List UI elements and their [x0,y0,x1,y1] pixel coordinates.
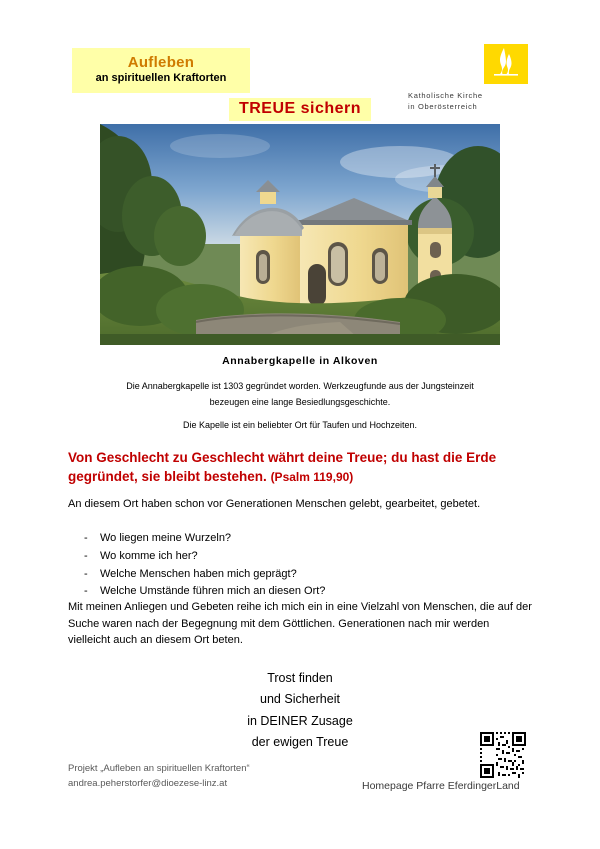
psalm-quote-text: Von Geschlecht zu Geschlecht währt deine Treue; du hast die Erde gegründet, sie bleibt bestehen. [68,450,497,485]
footer-homepage[interactable]: Homepage Pfarre EferdingerLand [362,780,520,792]
project-logo-subtitle: an spirituellen Kraftorten [95,72,227,85]
list-item [68,566,528,584]
psalm-quote [68,448,532,486]
qr-code[interactable] [478,730,528,780]
closing-line-1: Trost finden [267,671,333,685]
footer-project-name: Projekt „Aufleben an spirituellen Kraftorten“ [68,763,250,774]
reflection-questions-list [68,530,528,601]
intro-line-2: bezeugen eine lange Besiedlungsgeschichte. [209,396,391,407]
list-item-label: Welche Umstände führen mich an diesen Ort? [100,585,326,598]
list-marker: - [84,567,88,580]
list-marker: - [84,549,88,562]
annabergkapelle-photo [100,124,500,345]
intro-line-1: Die Annabergkapelle ist 1303 gegründet worden. Werkzeugfunde aus der Jungsteinzeit [126,381,474,391]
intro-line-3: Die Kapelle ist ein beliebter Ort für Taufen und Hochzeiten. [183,420,417,430]
closing-line-3: in DEINER Zusage [247,713,353,728]
list-item [68,530,528,548]
photo-caption: Annabergkapelle in Alkoven [222,355,378,367]
paragraph-2: Mit meinen Anliegen und Gebeten reihe ich mich ein in eine Vielzahl von Menschen, die auf der Suche waren nach der Begegnung mit dem Göttlichen. Generationen nach mir werden vielleicht auch an diesem Ort beten. [68,601,532,646]
list-item-label: Welche Menschen haben mich geprägt? [100,567,297,580]
closing-line-4: der ewigen Treue [251,734,349,749]
paragraph-1: An diesem Ort haben schon vor Generationen Menschen gelebt, gearbeitet, gebetet. [68,498,481,510]
page-title-text: TREUE sichern [229,98,371,121]
list-item-label: Wo komme ich her? [100,549,198,562]
intro-line-3-block [72,418,528,434]
footer-project-info [68,762,250,791]
project-logo-title: Aufleben [127,54,195,71]
list-marker: - [84,585,88,598]
diocese-line-1: Katholische Kirche [408,91,483,100]
closing-line-2: und Sicherheit [260,692,340,707]
project-logo-badge [72,48,250,93]
page-title [0,98,600,121]
footer-email[interactable]: andrea.peherstorfer@dioezese-linz.at [68,777,228,789]
intro-text-block [72,379,528,411]
list-item [68,548,528,566]
psalm-reference: (Psalm 119,90) [270,470,354,485]
list-item-label: Wo liegen meine Wurzeln? [100,532,232,544]
church-flame-icon [484,44,528,84]
diocese-line-2: in Oberösterreich [408,102,478,112]
list-marker: - [84,532,88,544]
